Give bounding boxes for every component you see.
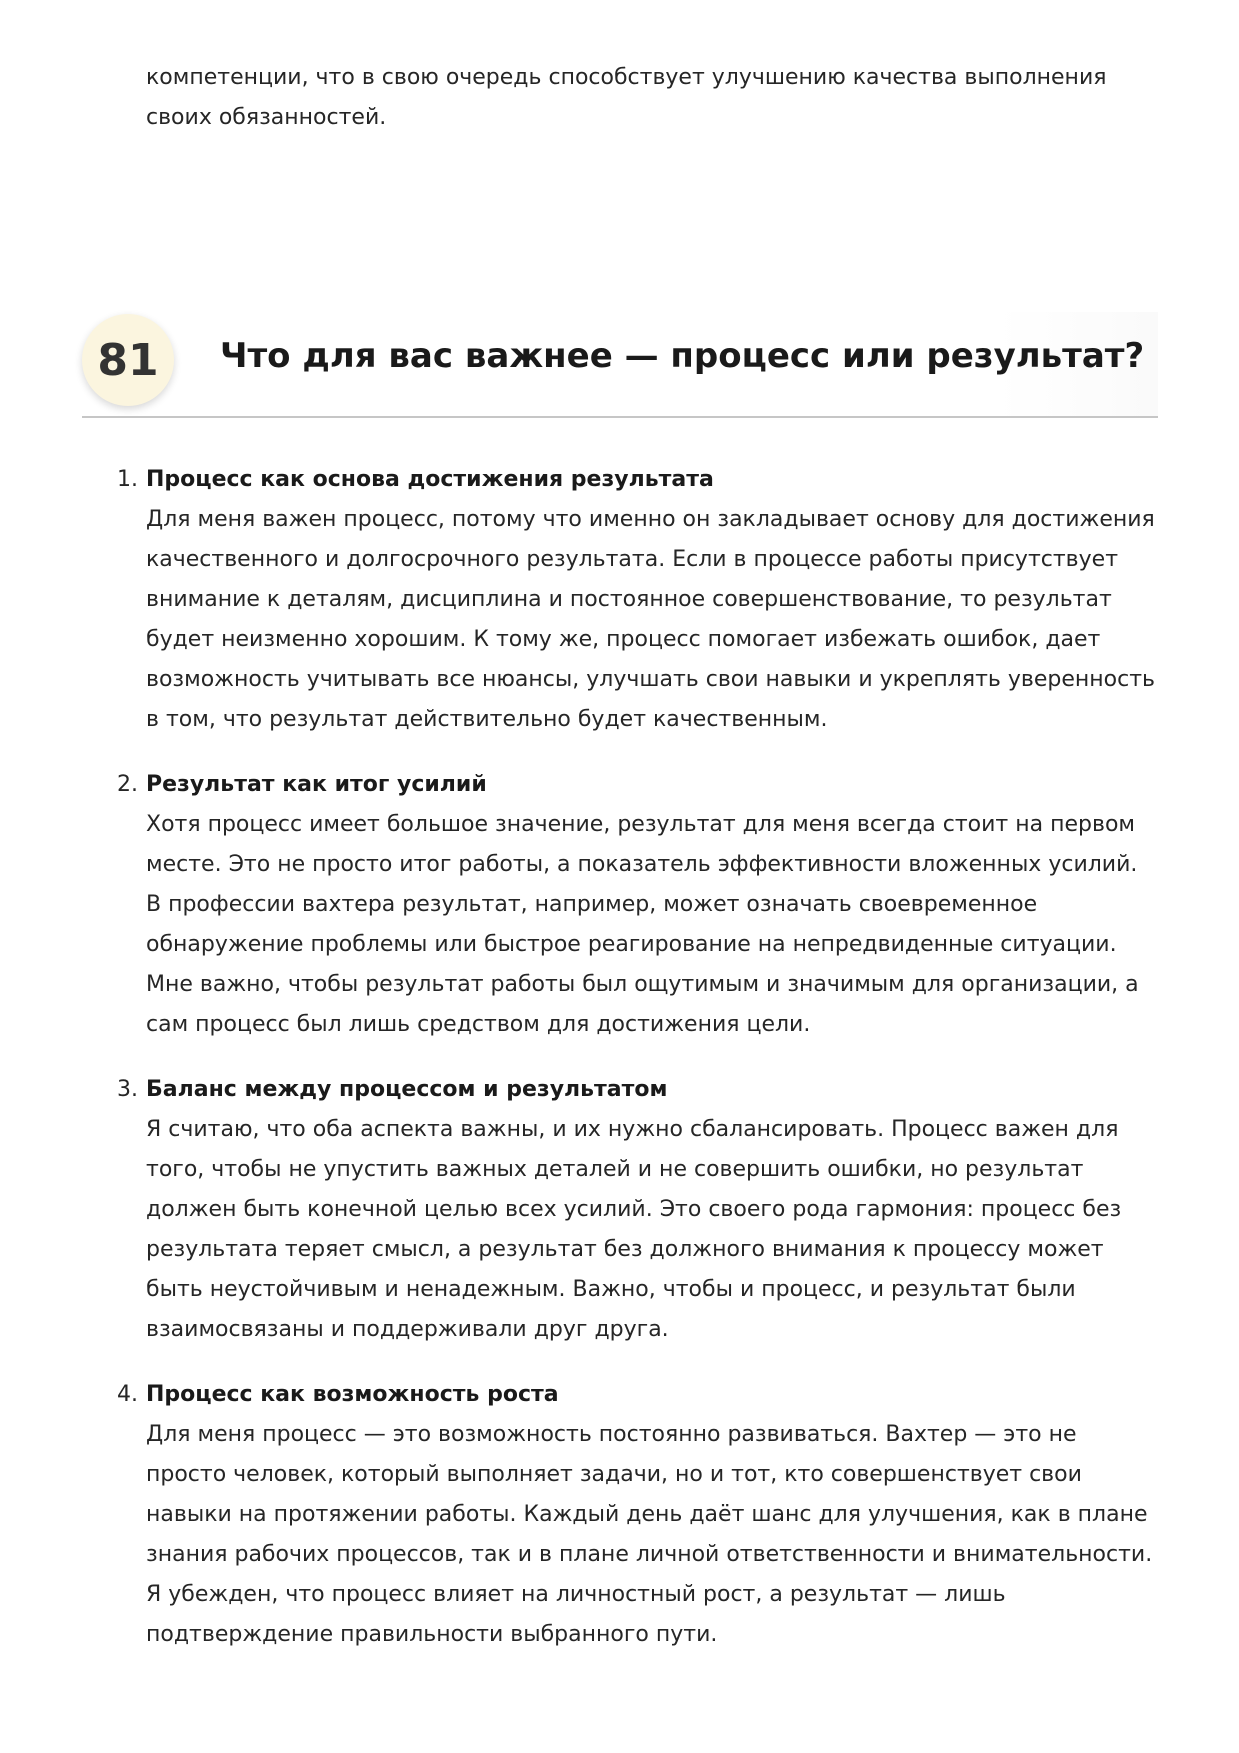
answer-list	[117, 460, 1156, 1680]
answer-item	[117, 1375, 1156, 1655]
answer-item	[117, 460, 1156, 740]
answer-number: 4.	[117, 1382, 138, 1407]
answer-number: 1.	[117, 467, 138, 492]
question-number-badge: 81	[82, 314, 174, 406]
question-title: Что для вас важнее — процесс или результат?	[220, 336, 1145, 376]
intro-paragraph: компетенции, что в свою очередь способствует улучшению качества выполнения своих обязанностей.	[146, 65, 1107, 130]
answer-title: Баланс между процессом и результатом	[146, 1077, 668, 1102]
answer-item	[117, 1070, 1156, 1350]
answer-number: 2.	[117, 772, 138, 797]
question-header	[82, 312, 1158, 418]
answer-item	[117, 765, 1156, 1045]
answer-title: Процесс как возможность роста	[146, 1382, 559, 1407]
answer-body: Хотя процесс имеет большое значение, результат для меня всегда стоит на первом месте. Это не просто итог работы, а показатель эффективности вложенных усилий. В профессии вахтера результат, например, может означать своевременное обнаружение проблемы или быстрое реагирование на непредвиденные ситуации. Мне важно, чтобы результат работы был ощутимым и значимым для организации, а сам процесс был лишь средством для достижения цели.	[146, 812, 1139, 1037]
answer-body: Я считаю, что оба аспекта важны, и их нужно сбалансировать. Процесс важен для того, чтобы не упустить важных деталей и не совершить ошибки, но результат должен быть конечной целью всех усилий. Это своего рода гармония: процесс без результата теряет смысл, а результат без должного внимания к процессу может быть неустойчивым и ненадежным. Важно, чтобы и процесс, и результат были взаимосвязаны и поддерживали друг друга.	[146, 1117, 1122, 1342]
answer-body: Для меня процесс — это возможность постоянно развиваться. Вахтер — это не просто человек, который выполняет задачи, но и тот, кто совершенствует свои навыки на протяжении работы. Каждый день даёт шанс для улучшения, как в плане знания рабочих процессов, так и в плане личной ответственности и внимательности. Я убежден, что процесс влияет на личностный рост, а результат — лишь подтверждение правильности выбранного пути.	[146, 1422, 1153, 1647]
answer-title: Результат как итог усилий	[146, 772, 487, 797]
answer-title: Процесс как основа достижения результата	[146, 467, 714, 492]
answer-number: 3.	[117, 1077, 138, 1102]
answer-body: Для меня важен процесс, потому что именно он закладывает основу для достижения качественного и долгосрочного результата. Если в процессе работы присутствует внимание к деталям, дисциплина и постоянное совершенствование, то результат будет неизменно хорошим. К тому же, процесс помогает избежать ошибок, дает возможность учитывать все нюансы, улучшать свои навыки и укреплять уверенность в том, что результат действительно будет качественным.	[146, 507, 1156, 732]
